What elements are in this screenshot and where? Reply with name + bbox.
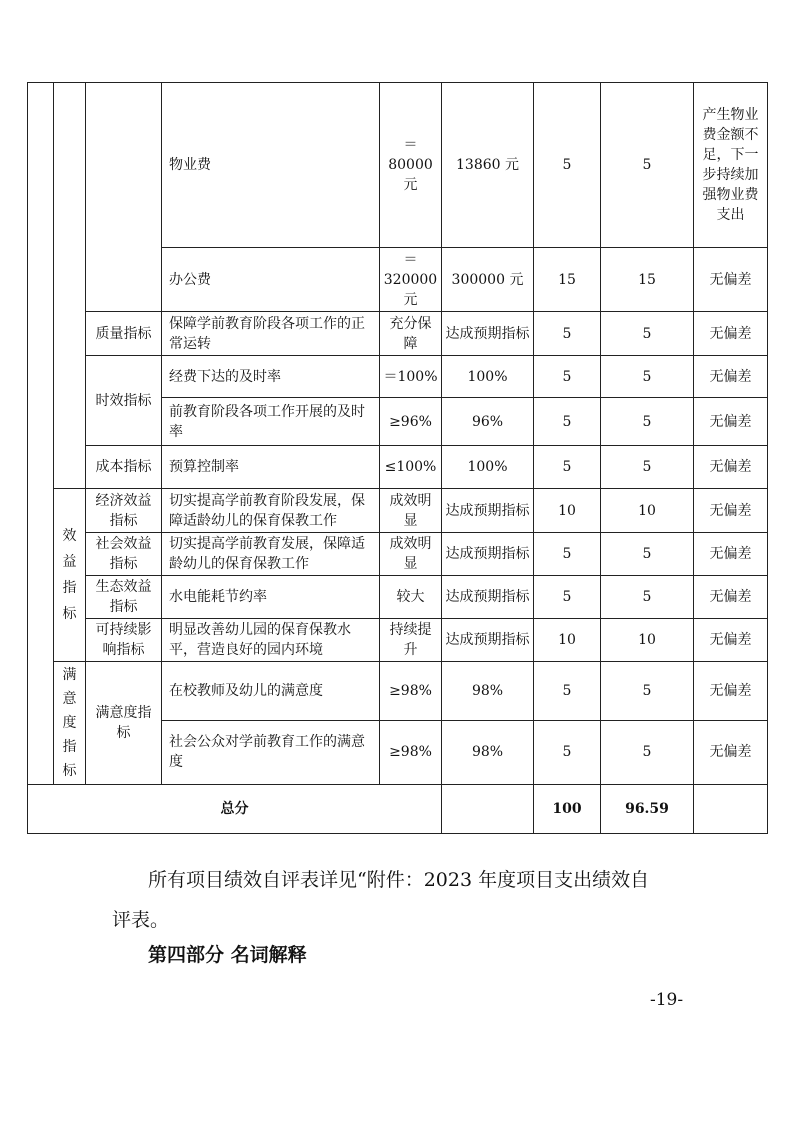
target-value: 持续提升 [380,619,442,662]
weight-value: 5 [534,446,601,489]
remark: 无偏差 [694,356,768,398]
weight-value: 5 [534,356,601,398]
score-value: 5 [601,533,694,576]
table-row [28,662,768,721]
remark: 无偏差 [694,398,768,446]
table-row [28,312,768,356]
weight-value: 5 [534,398,601,446]
indicator-name: 物业费 [162,83,380,248]
actual-value: 96% [442,398,534,446]
target-value: ＝320000元 [380,248,442,312]
indicator-name: 经费下达的及时率 [162,356,380,398]
level3-cell: 生态效益指标 [86,576,162,619]
remark: 无偏差 [694,720,768,784]
table-row [28,489,768,533]
target-value: ＝100% [380,356,442,398]
level2-cell [54,83,86,489]
table-row [28,576,768,619]
score-value: 5 [601,398,694,446]
indicator-name: 明显改善幼儿园的保育保教水平，营造良好的园内环境 [162,619,380,662]
score-value: 5 [601,576,694,619]
table-row [28,446,768,489]
score-value: 5 [601,446,694,489]
section-heading: 第四部分 名词解释 [148,944,307,966]
target-value: 成效明显 [380,489,442,533]
actual-value: 100% [442,446,534,489]
actual-value: 13860 元 [442,83,534,248]
actual-value: 98% [442,720,534,784]
indicator-name: 办公费 [162,248,380,312]
performance-table [27,82,768,834]
target-value: ≥98% [380,662,442,721]
remark: 无偏差 [694,248,768,312]
level3-cell: 可持续影响指标 [86,619,162,662]
indicator-name: 切实提高学前教育阶段发展，保障适龄幼儿的保育保教工作 [162,489,380,533]
weight-value: 10 [534,489,601,533]
target-value: ≥98% [380,720,442,784]
target-value: ≥96% [380,398,442,446]
indicator-name: 保障学前教育阶段各项工作的正常运转 [162,312,380,356]
weight-value: 5 [534,83,601,248]
target-value: ＝80000元 [380,83,442,248]
table-row [28,83,768,248]
indicator-name: 预算控制率 [162,446,380,489]
remark: 无偏差 [694,312,768,356]
actual-value: 100% [442,356,534,398]
actual-value: 98% [442,662,534,721]
level3-cell: 社会效益指标 [86,533,162,576]
remark: 无偏差 [694,533,768,576]
table-row [28,356,768,398]
remark: 无偏差 [694,662,768,721]
target-value: 充分保障 [380,312,442,356]
page-number: -19- [650,990,684,1010]
summary-paragraph-line1: 所有项目绩效自评表详见“附件：2023 年度项目支出绩效自 [148,869,650,891]
score-value: 15 [601,248,694,312]
total-row [28,785,768,834]
target-value: 较大 [380,576,442,619]
weight-value: 5 [534,312,601,356]
remark: 无偏差 [694,446,768,489]
indicator-name: 切实提高学前教育发展，保障适龄幼儿的保育保教工作 [162,533,380,576]
indicator-name: 前教育阶段各项工作开展的及时率 [162,398,380,446]
target-value: ≤100% [380,446,442,489]
level3-cell: 成本指标 [86,446,162,489]
actual-value: 达成预期指标 [442,619,534,662]
summary-paragraph-line2: 评表。 [112,909,170,931]
actual-value: 达成预期指标 [442,576,534,619]
level3-cell [86,83,162,312]
score-value: 10 [601,489,694,533]
level2-cell: 满意度指标 [54,662,86,785]
indicator-name: 社会公众对学前教育工作的满意度 [162,720,380,784]
remark: 产生物业费金额不足，下一步持续加强物业费支出 [694,83,768,248]
level3-cell: 经济效益指标 [86,489,162,533]
level3-cell: 时效指标 [86,356,162,446]
actual-value: 达成预期指标 [442,489,534,533]
score-value: 5 [601,356,694,398]
total-remark [694,785,768,834]
actual-value: 300000 元 [442,248,534,312]
level1-cell [28,83,54,785]
table-row [28,533,768,576]
score-value: 5 [601,662,694,721]
total-weight: 100 [534,785,601,834]
weight-value: 5 [534,662,601,721]
weight-value: 15 [534,248,601,312]
total-score: 96.59 [601,785,694,834]
score-value: 5 [601,83,694,248]
total-actual [442,785,534,834]
score-value: 5 [601,720,694,784]
indicator-name: 在校教师及幼儿的满意度 [162,662,380,721]
table-row [28,619,768,662]
weight-value: 10 [534,619,601,662]
actual-value: 达成预期指标 [442,312,534,356]
target-value: 成效明显 [380,533,442,576]
remark: 无偏差 [694,489,768,533]
remark: 无偏差 [694,576,768,619]
weight-value: 5 [534,576,601,619]
level3-cell: 质量指标 [86,312,162,356]
indicator-name: 水电能耗节约率 [162,576,380,619]
weight-value: 5 [534,720,601,784]
remark: 无偏差 [694,619,768,662]
actual-value: 达成预期指标 [442,533,534,576]
weight-value: 5 [534,533,601,576]
score-value: 10 [601,619,694,662]
level2-cell: 效益指标 [54,489,86,662]
total-label: 总分 [28,785,442,834]
level3-cell: 满意度指标 [86,662,162,785]
score-value: 5 [601,312,694,356]
